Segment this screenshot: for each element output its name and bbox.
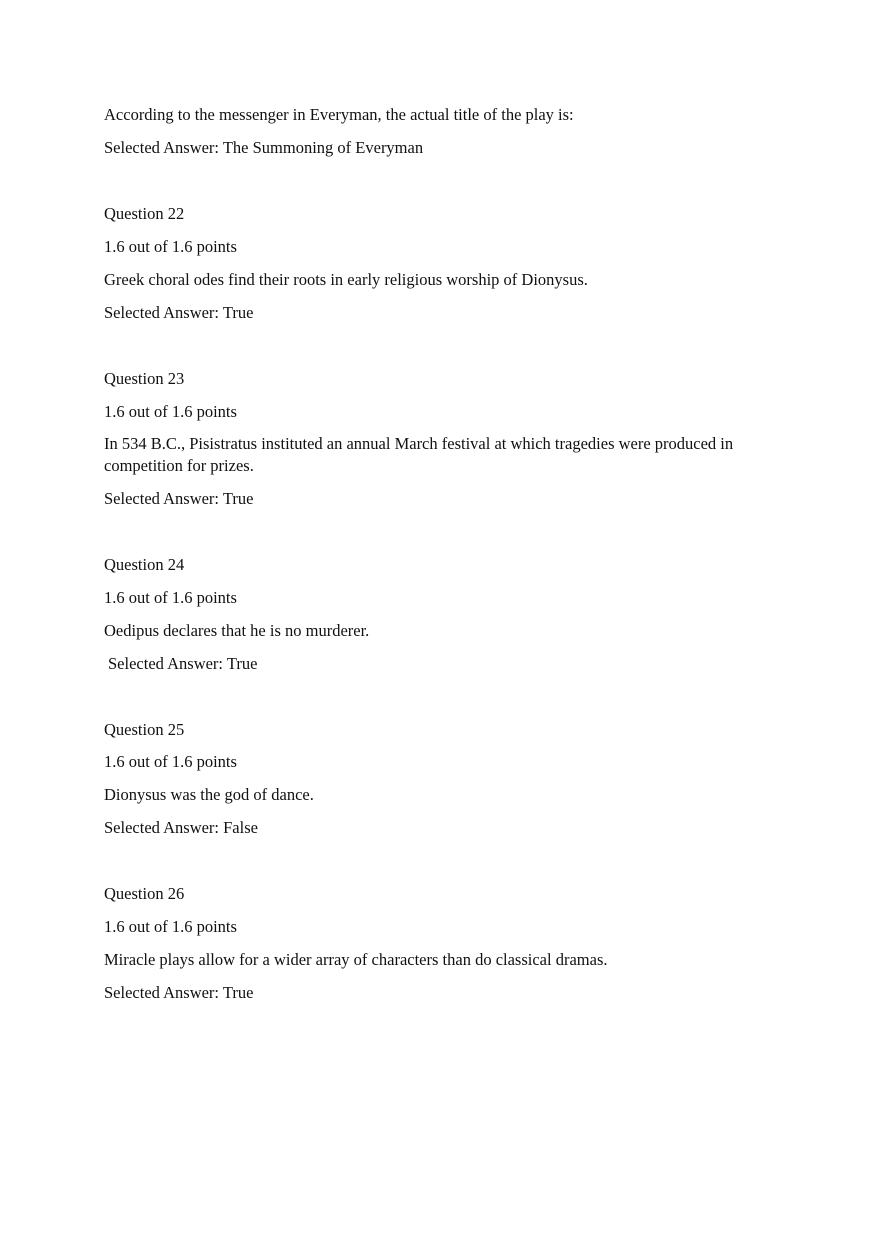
question-text: Miracle plays allow for a wider array of characters than do classical dramas. xyxy=(104,950,608,969)
question-title: Question 24 xyxy=(104,555,185,574)
question-text: Oedipus declares that he is no murderer. xyxy=(104,621,370,640)
question-text: In 534 B.C., Pisistratus instituted an annual March festival at which tragedies were produced in competition for prizes. xyxy=(104,434,734,475)
question-title: Question 26 xyxy=(104,884,185,903)
question-points: 1.6 out of 1.6 points xyxy=(104,402,237,421)
question-title: Question 22 xyxy=(104,204,185,223)
selected-answer: Selected Answer: True xyxy=(104,983,254,1002)
question-points: 1.6 out of 1.6 points xyxy=(104,237,237,256)
question-text: Greek choral odes find their roots in early religious worship of Dionysus. xyxy=(104,270,588,289)
selected-answer: Selected Answer: True xyxy=(104,489,254,508)
question-title: Question 25 xyxy=(104,720,185,739)
selected-answer: Selected Answer: True xyxy=(108,654,258,673)
question-text: Dionysus was the god of dance. xyxy=(104,785,314,804)
question-points: 1.6 out of 1.6 points xyxy=(104,917,237,936)
question-points: 1.6 out of 1.6 points xyxy=(104,588,237,607)
selected-answer: Selected Answer: The Summoning of Everyman xyxy=(104,138,424,157)
question-title: Question 23 xyxy=(104,369,185,388)
selected-answer: Selected Answer: False xyxy=(104,818,258,837)
question-points: 1.6 out of 1.6 points xyxy=(104,752,237,771)
question-text: According to the messenger in Everyman, the actual title of the play is: xyxy=(104,105,574,124)
selected-answer: Selected Answer: True xyxy=(104,303,254,322)
